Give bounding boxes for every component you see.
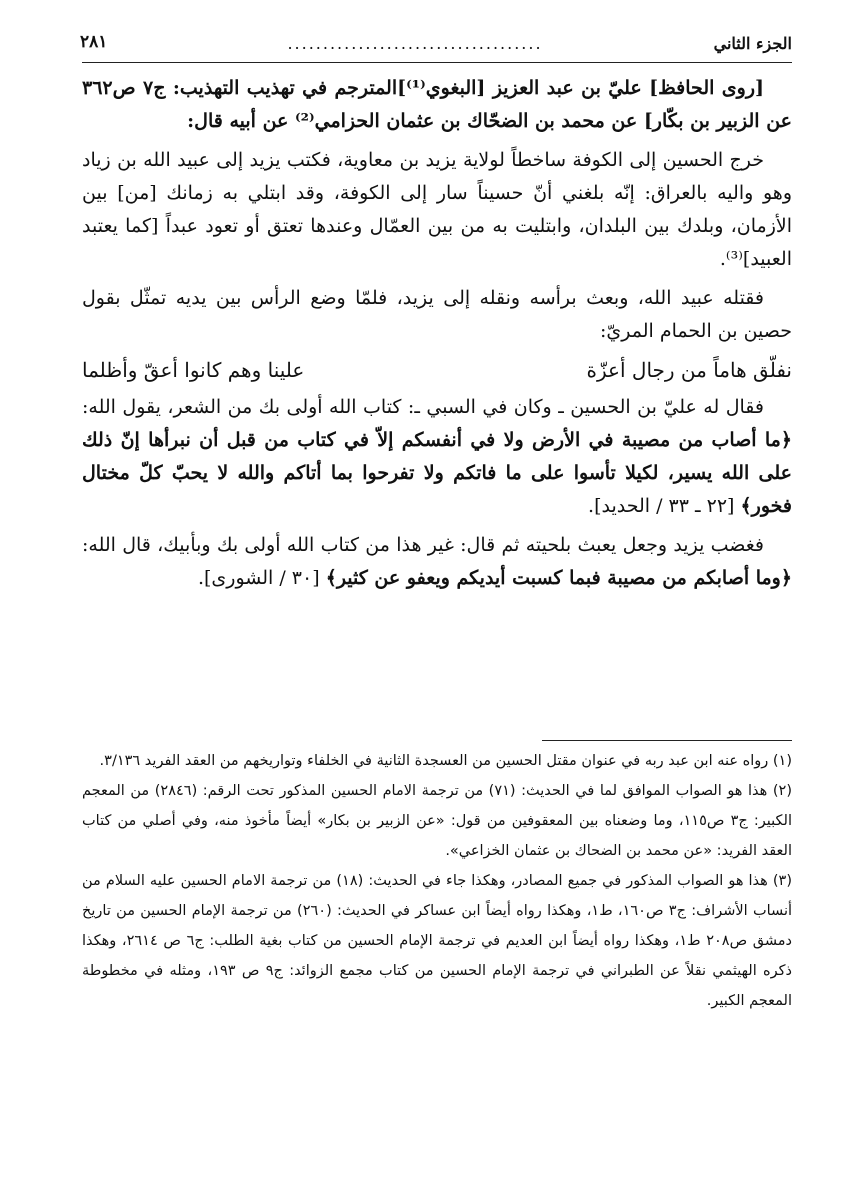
page-number: ٢٨١ (80, 32, 108, 52)
paragraph-yazid (82, 529, 792, 595)
header-rule (82, 62, 792, 63)
leader-dots: .................................... (287, 34, 543, 53)
main-text (82, 72, 792, 601)
running-header (80, 30, 792, 60)
yazid-text: فغضب يزيد وجعل يعبث بلحيته ثم قال: غير هذا من كتاب الله أولى بك وبأبيك، قال الله: (82, 534, 764, 556)
quran-ref-shura: [٣٠ / الشورى]. (197, 567, 320, 589)
paragraph-isnad: [روى الحافظ] عليّ بن عبد العزيز [البغوي⁽¹⁾]المترجم في تهذيب التهذيب: ج٧ ص٣٦٢ عن الزبير بن بكّار] عن محمد بن الضحّاك بن عثمان الحزامي⁽²⁾ عن أبيه قال: (82, 77, 792, 132)
quran-verse-shura: ﴿وما أصابكم من مصيبة فبما كسبت أيديكم ويعفو عن كثير﴾ (325, 567, 792, 589)
quran-ref-hadid: [٢٢ ـ ٣٣ / الحديد]. (588, 495, 735, 517)
poetry-verse (82, 354, 792, 387)
verse-second-hemistich: علينا وهم كانوا أعقّ وأظلما (82, 358, 305, 382)
footnote-3: (٣) هذا هو الصواب المذكور في جميع المصادر، وهكذا جاء في الحديث: (١٨) من ترجمة الامام الحسين عليه السلام من أنساب الأشراف: ج٣ ص١٦٠، ط١، وهكذا رواه أيضاً ابن عساكر في الحديث: (٢٦٠) من ترجمة الإمام الحسين من تاريخ دمشق ص٢٠٨ ط١، وهكذا رواه أيضاً ابن العديم في ترجمة الإمام الحسين من كتاب بغية الطلب: ج٦ ص ٢٦١٤، وهكذا ذكره الهيثمي نقلاً عن الطبراني في ترجمة الإمام الحسين من كتاب مجمع الزوائد: ج٩ ص ١٩٣، ومثله في مخطوطة المعجم الكبير. (82, 873, 793, 1009)
footnote-rule (542, 740, 792, 741)
verse-first-hemistich: نفلّق هاماً من رجال أعزّة (586, 358, 792, 382)
footnote-2: (٢) هذا هو الصواب الموافق لما في الحديث: (٧١) من ترجمة الامام الحسين المذكور تحت الرقم: (٢٨٤٦) من المعجم الكبير: ج٣ ص١١٥، وما وضعناه بين المعقوفين من قول: «عن الزبير بن بكار» أيضاً مأخوذ منه، وفي أصلي من كتاب العقد الفريد: «عن محمد بن الضحاك بن عثمان الخزاعي». (82, 783, 792, 859)
footnotes (82, 746, 792, 1016)
paragraph-reply (82, 391, 792, 523)
reply-text: فقال له عليّ بن الحسين ـ وكان في السبي ـ: كتاب الله أولى بك من الشعر، يقول الله: (82, 396, 764, 418)
footnote-1: (١) رواه عنه ابن عبد ربه في عنوان مقتل الحسين من العسجدة الثانية في الخلفاء وتواريخهم من العقد الفريد ٣/١٣٦. (99, 753, 792, 769)
paragraph-head: فقتله عبيد الله، وبعث برأسه ونقله إلى يزيد، فلمّا وضع الرأس بين يديه تمثّل بقول حصين بن الحمام المريّ: (82, 287, 792, 342)
quran-verse-hadid: ﴿ما أصاب من مصيبة في الأرض ولا في أنفسكم إلاّ في كتاب من قبل أن نبرأها إنّ ذلك على الله يسير، لكيلا تأسوا على ما فاتكم ولا تفرحوا بما أتاكم والله لا يحبّ كلّ مختال فخور﴾ (82, 429, 792, 517)
paragraph-letter: خرج الحسين إلى الكوفة ساخطاً لولاية يزيد بن معاوية، فكتب يزيد إلى عبيد الله بن زياد وهو واليه بالعراق: إنّه بلغني أنّ حسيناً سار إلى الكوفة، وقد ابتلي به زمانك [من] بين الأزمان، وبلدك بين البلدان، وابتليت به من بين العمّال وعندها تعتق أو تعود عبداً [كما يعتبد العبيد]⁽³⁾. (82, 149, 792, 270)
running-title: الجزء الثاني (713, 34, 792, 53)
